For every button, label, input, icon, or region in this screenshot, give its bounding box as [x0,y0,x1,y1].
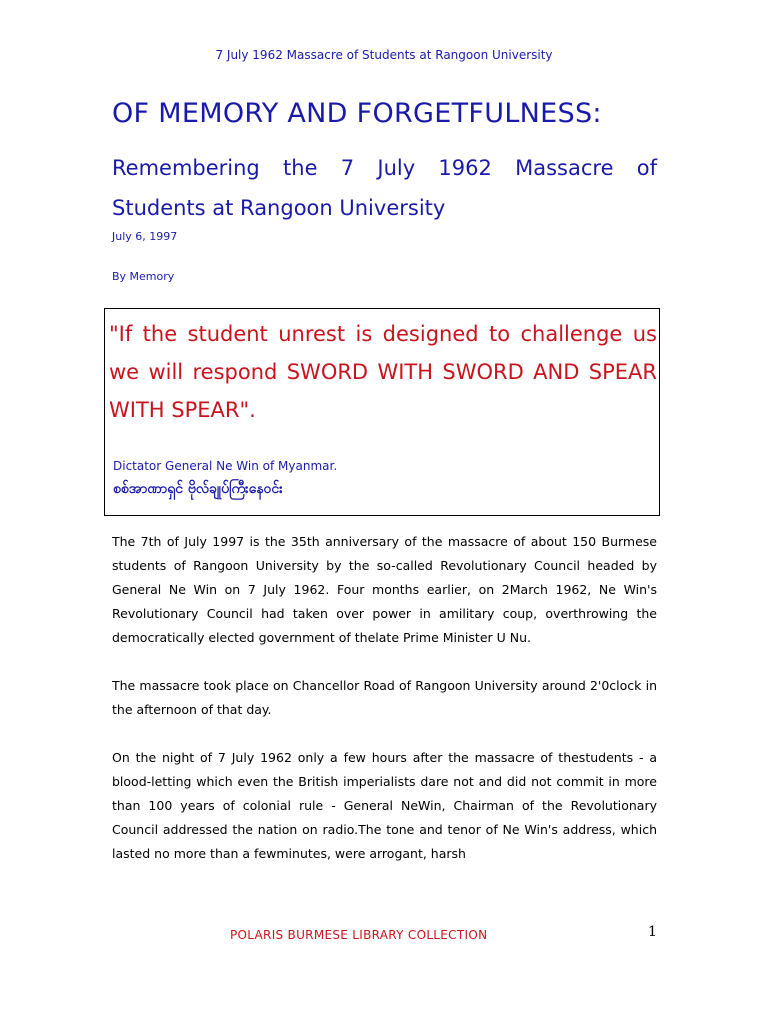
quote-attribution-burmese: စစ်အာဏာရှင် ဗိုလ်ချုပ်ကြီးနေဝင်း [113,481,283,497]
paragraph-2: The massacre took place on Chancellor Road of Rangoon University around 2'0clock in the afternoon of that day. [112,678,657,717]
paragraph-3: On the night of 7 July 1962 only a few hours after the massacre of thestudents - a blood-letting which even the British imperialists dare not and did not commit in more than 100 years of colonial rule - General NeWin, Chairman of the Revolutionary Council addressed the nation on radio.The tone and tenor of Ne Win's address, which lasted no more than a fewminutes, were arrogant, harsh [112,750,657,861]
paragraph-1: The 7th of July 1997 is the 35th anniversary of the massacre of about 150 Burmese students of Rangoon University by the so-called Revolutionary Council headed by General Ne Win on 7 July 1962. Four months earlier, on 2March 1962, Ne Win's Revolutionary Council had taken over power in amilitary coup, overthrowing the democratically elected government of thelate Prime Minister U Nu. [112,534,657,645]
publication-date: July 6, 1997 [112,230,178,243]
article-body [112,530,657,866]
byline: By Memory [112,270,175,283]
quote-attribution: Dictator General Ne Win of Myanmar. [113,459,338,473]
page-number: 1 [648,924,657,940]
running-header: 7 July 1962 Massacre of Students at Rangoon University [215,48,553,62]
footer-collection: POLARIS BURMESE LIBRARY COLLECTION [230,928,488,942]
quote-text: "If the student unrest is designed to challenge us we will respond SWORD WITH SWORD AND SPEAR WITH SPEAR". [109,322,657,422]
document-title: OF MEMORY AND FORGETFULNESS: [112,98,602,129]
quote-box [104,308,660,516]
document-subtitle: Remembering the 7 July 1962 Massacre of Students at Rangoon University [112,156,657,220]
